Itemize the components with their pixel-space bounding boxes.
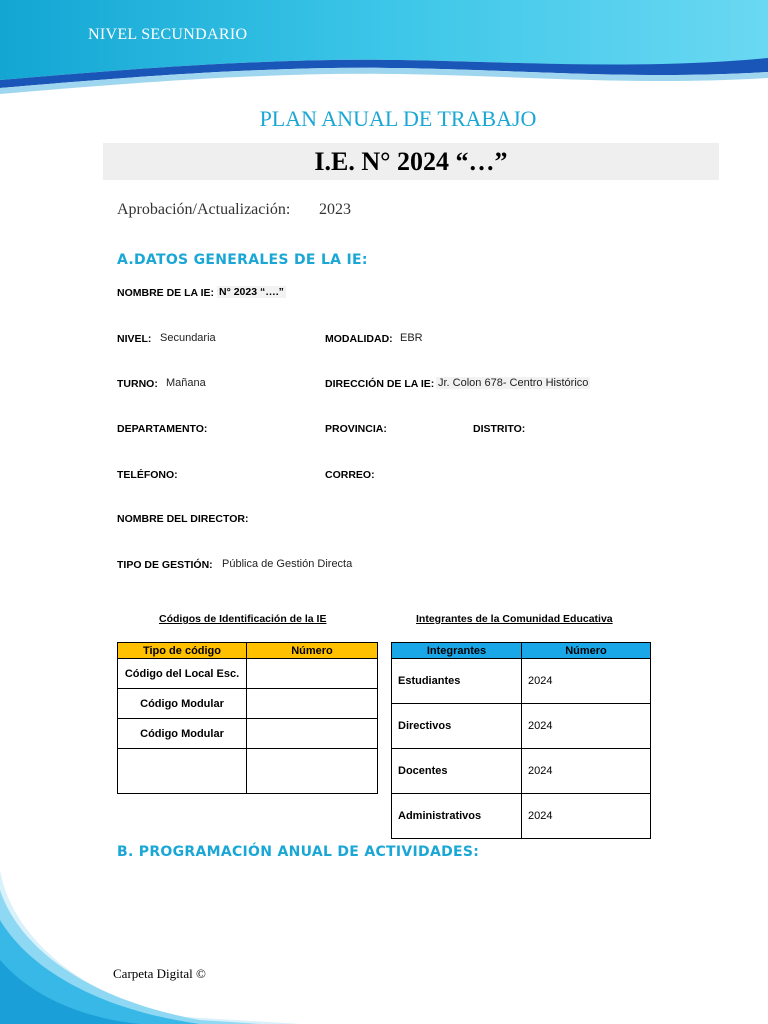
aprobacion-value[interactable]: 2023 <box>319 201 351 218</box>
table-header-row <box>392 643 651 659</box>
modalidad-value[interactable]: EBR <box>400 332 423 344</box>
code-number-cell[interactable] <box>247 689 378 719</box>
code-number-cell[interactable] <box>247 659 378 689</box>
direccion-value[interactable]: Jr. Colon 678- Centro Histórico <box>438 377 589 389</box>
nivel-value[interactable]: Secundaria <box>160 332 216 344</box>
turno-label: TURNO: <box>117 378 158 390</box>
member-count-cell[interactable]: 2024 <box>522 659 651 704</box>
header-wave-graphic <box>0 0 768 96</box>
director-label: NOMBRE DEL DIRECTOR: <box>117 513 249 525</box>
table-row <box>118 689 378 719</box>
header-level-label: NIVEL SECUNDARIO <box>88 26 248 43</box>
nombre-ie-label: NOMBRE DE LA IE: <box>117 287 215 299</box>
code-number-cell[interactable] <box>247 749 378 794</box>
direccion-label: DIRECCIÓN DE LA IE: <box>325 378 435 390</box>
member-name-cell: Directivos <box>392 704 522 749</box>
departamento-label: DEPARTAMENTO: <box>117 423 208 435</box>
table-header-cell: Tipo de código <box>118 643 247 659</box>
footer-wave-graphic <box>0 870 300 1024</box>
code-type-cell: Código del Local Esc. <box>118 659 247 689</box>
distrito-label: DISTRITO: <box>473 423 526 435</box>
member-name-cell: Estudiantes <box>392 659 522 704</box>
table-row <box>392 794 651 839</box>
correo-label: CORREO: <box>325 469 375 481</box>
provincia-label: PROVINCIA: <box>325 423 387 435</box>
ie-title-box <box>103 143 719 180</box>
member-name-cell: Administrativos <box>392 794 522 839</box>
table-row <box>118 749 378 794</box>
table-row <box>118 659 378 689</box>
community-table <box>391 642 651 839</box>
codes-table-caption: Códigos de Identificación de la IE <box>159 613 327 625</box>
code-type-cell: Código Modular <box>118 719 247 749</box>
table-row <box>392 749 651 794</box>
header-banner <box>0 0 768 96</box>
member-count-cell[interactable]: 2024 <box>522 794 651 839</box>
codes-table <box>117 642 378 794</box>
member-count-cell[interactable]: 2024 <box>522 704 651 749</box>
member-count-cell[interactable]: 2024 <box>522 749 651 794</box>
table-header-row <box>118 643 378 659</box>
turno-value[interactable]: Mañana <box>166 377 206 389</box>
table-row <box>392 704 651 749</box>
telefono-label: TELÉFONO: <box>117 469 178 481</box>
code-number-cell[interactable] <box>247 719 378 749</box>
ie-title: I.E. N° 2024 “…” <box>314 147 508 176</box>
modalidad-label: MODALIDAD: <box>325 333 393 345</box>
nivel-label: NIVEL: <box>117 333 152 345</box>
gestion-label: TIPO DE GESTIÓN: <box>117 559 213 571</box>
table-row <box>118 719 378 749</box>
page-title: PLAN ANUAL DE TRABAJO <box>259 106 537 131</box>
aprobacion-label: Aprobación/Actualización: <box>117 201 291 218</box>
nombre-ie-value[interactable]: N° 2023 “….” <box>219 286 284 298</box>
footer-text: Carpeta Digital © <box>113 966 206 981</box>
table-header-cell: Integrantes <box>392 643 522 659</box>
code-type-cell[interactable] <box>118 749 247 794</box>
gestion-value[interactable]: Pública de Gestión Directa <box>222 558 353 570</box>
table-header-cell: Número <box>522 643 651 659</box>
code-type-cell: Código Modular <box>118 689 247 719</box>
table-row <box>392 659 651 704</box>
section-b-heading: B. PROGRAMACIÓN ANUAL DE ACTIVIDADES: <box>117 844 480 860</box>
section-a-heading: A.DATOS GENERALES DE LA IE: <box>117 252 368 268</box>
table-header-cell: Número <box>247 643 378 659</box>
community-table-caption: Integrantes de la Comunidad Educativa <box>416 613 613 625</box>
member-name-cell: Docentes <box>392 749 522 794</box>
